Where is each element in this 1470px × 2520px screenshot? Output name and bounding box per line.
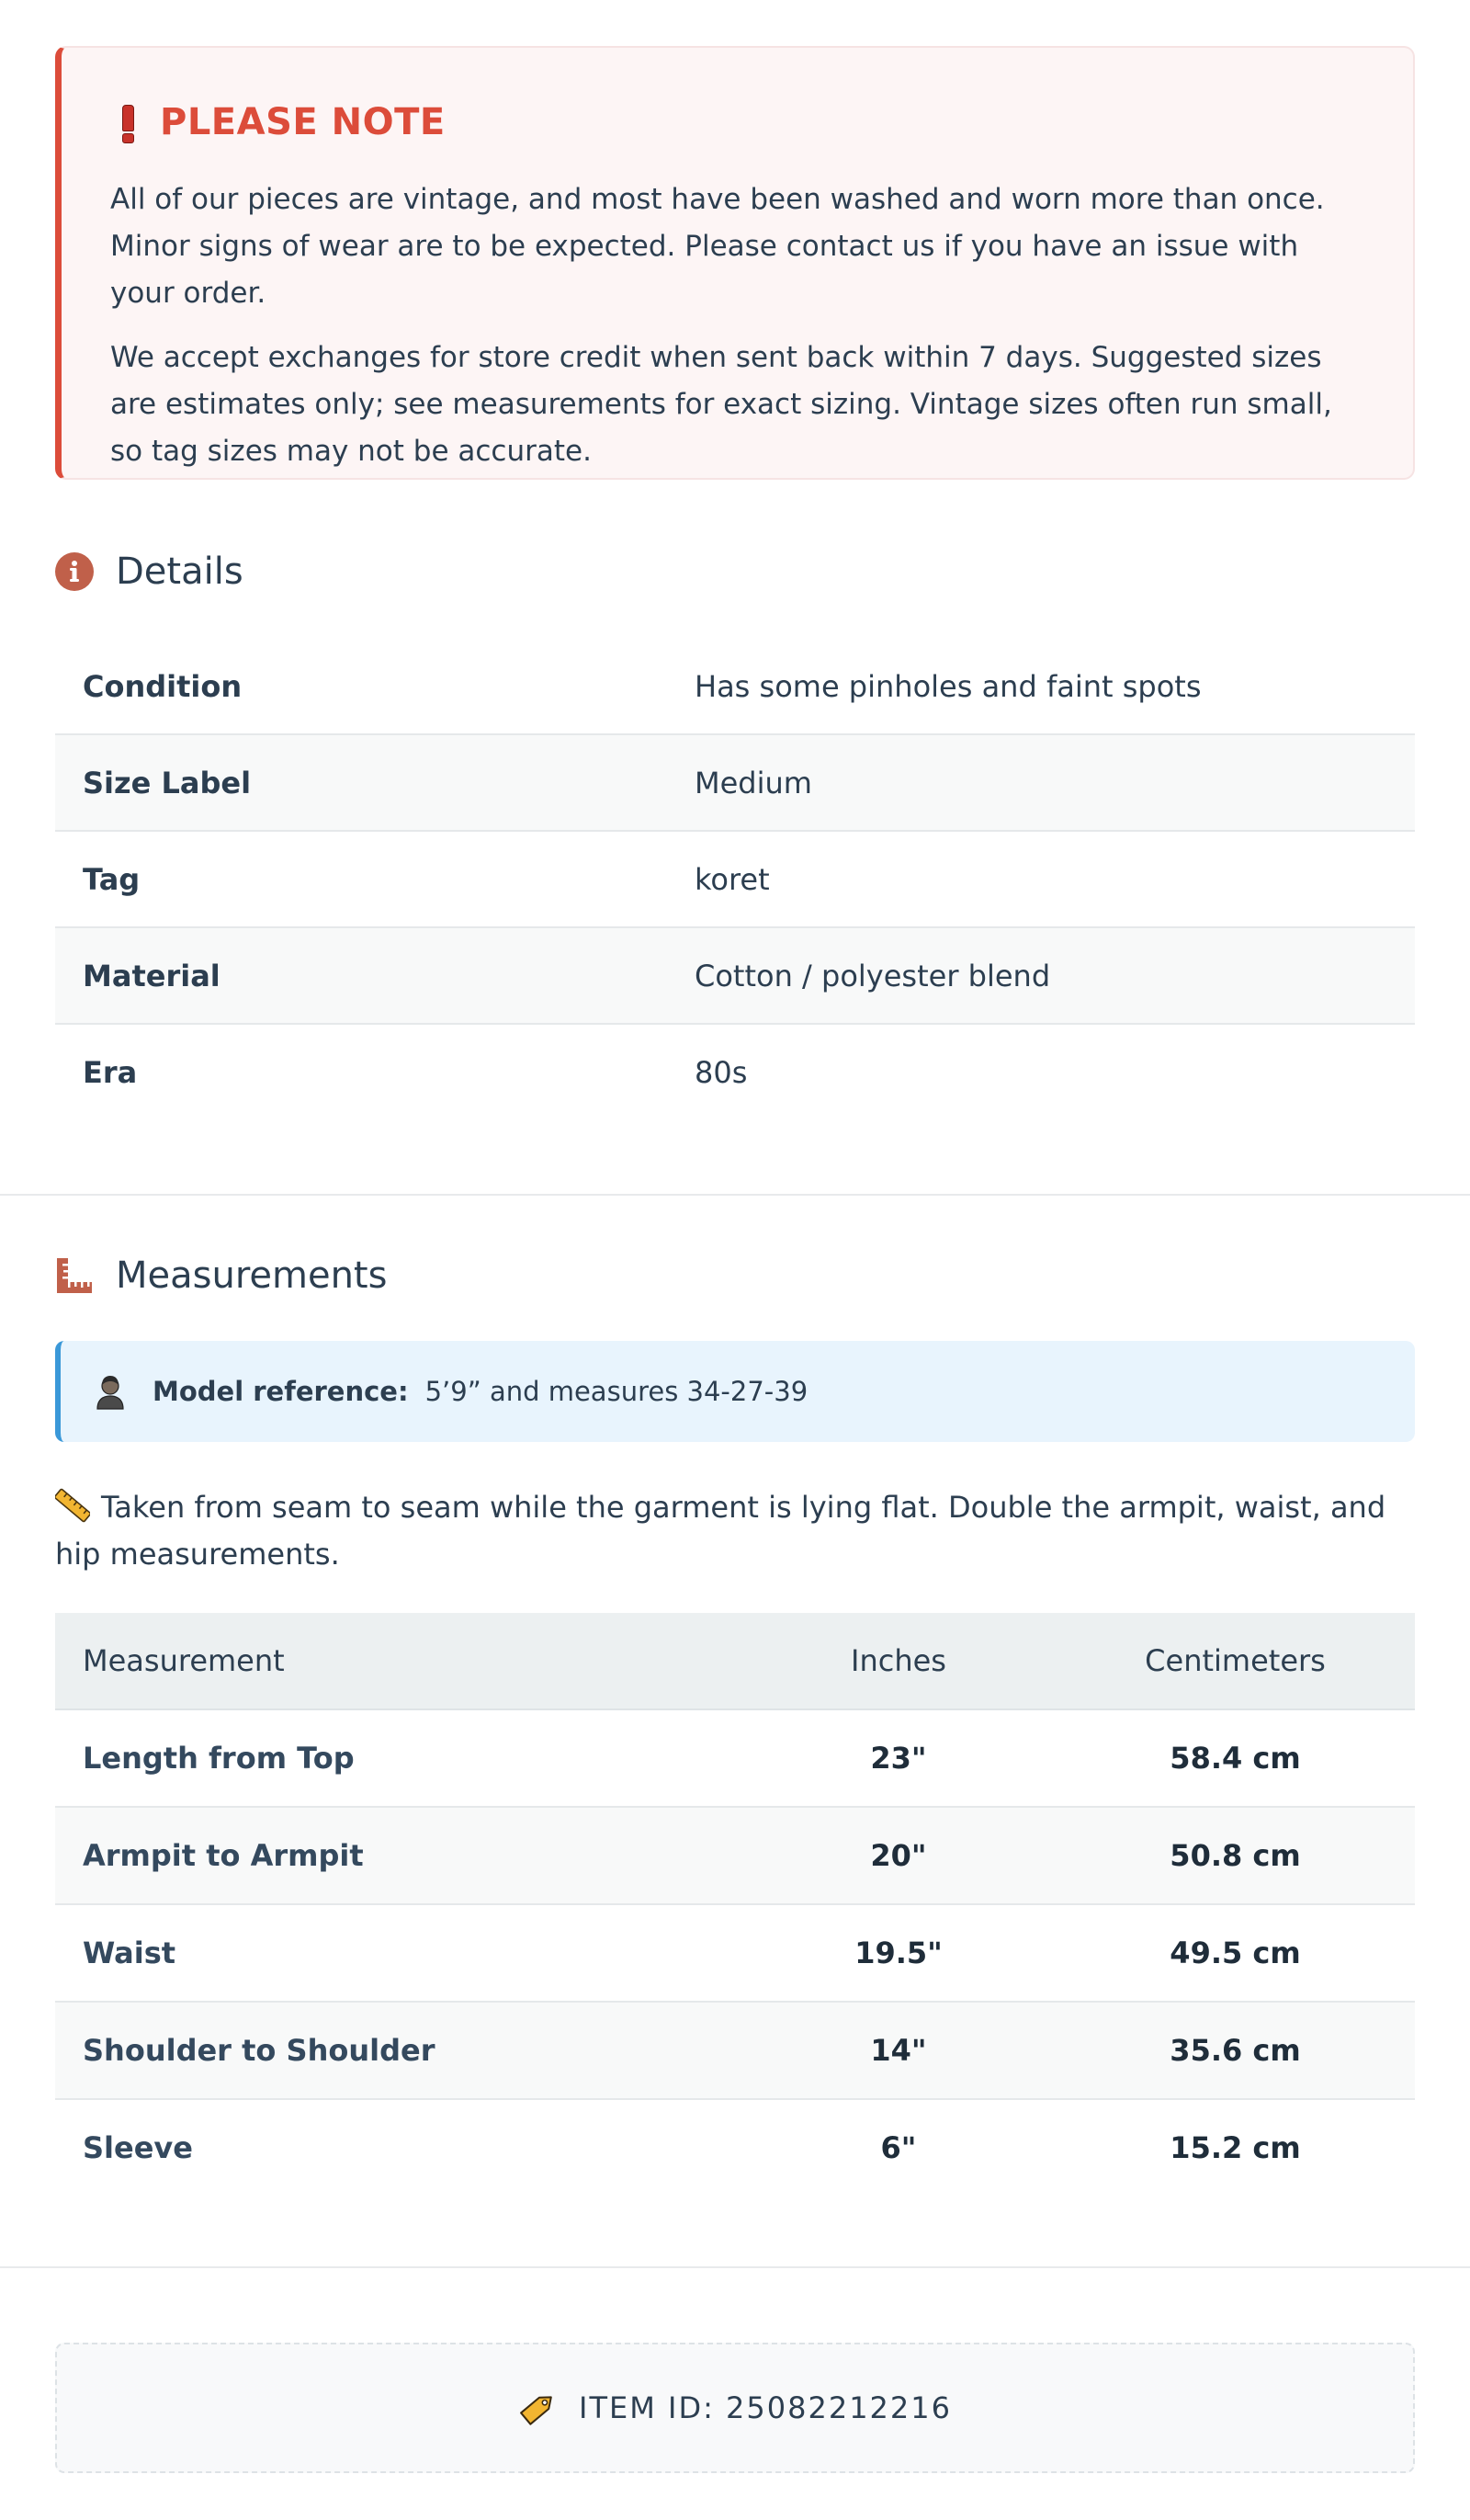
measurements-table-container (55, 1613, 1415, 2196)
table-row (55, 2002, 1415, 2099)
detail-value: koret (667, 831, 1415, 927)
measurement-note-text: Taken from seam to seam while the garment is lying flat. Double the armpit, waist, and hip measurements. (55, 1490, 1386, 1572)
measurement-name: Armpit to Armpit (55, 1807, 741, 1904)
notice-paragraph-1: All of our pieces are vintage, and most have been washed and worn more than once. Minor signs of wear are to be expected. Please contact us if you have an issue with your order. (110, 183, 1325, 310)
measurement-inches: 19.5" (741, 1904, 1056, 2002)
measurement-inches: 20" (741, 1807, 1056, 1904)
table-row (55, 734, 1415, 831)
person-icon (92, 1373, 129, 1410)
measurement-cm: 50.8 cm (1056, 1807, 1415, 1904)
model-reference-box (55, 1341, 1415, 1442)
column-header-inches: Inches (741, 1613, 1056, 1709)
table-row (55, 927, 1415, 1024)
info-icon (55, 552, 94, 591)
measurement-cm: 58.4 cm (1056, 1709, 1415, 1807)
measurement-cm: 49.5 cm (1056, 1904, 1415, 2002)
notice-header (110, 101, 1367, 143)
measurements-table (55, 1613, 1415, 2196)
measurement-name: Length from Top (55, 1709, 741, 1807)
measurement-inches: 14" (741, 2002, 1056, 2099)
pencil-ruler-icon (55, 1488, 90, 1523)
table-header-row (55, 1613, 1415, 1709)
section-divider (0, 1194, 1470, 1196)
detail-value: Medium (667, 734, 1415, 831)
measurement-name: Shoulder to Shoulder (55, 2002, 741, 2099)
column-header-centimeters: Centimeters (1056, 1613, 1415, 1709)
table-row (55, 1024, 1415, 1119)
detail-label: Era (83, 1054, 138, 1090)
model-reference-value: 5’9” and measures 34-27-39 (424, 1376, 808, 1407)
table-row (55, 831, 1415, 927)
item-id-label: ITEM ID: 25082212216 (579, 2390, 952, 2425)
detail-label: Material (55, 927, 667, 1024)
measurement-cm: 15.2 cm (1170, 2130, 1301, 2165)
column-header-measurement: Measurement (55, 1613, 741, 1709)
details-title: Details (116, 551, 243, 593)
detail-label: Tag (55, 831, 667, 927)
please-note-box (55, 46, 1415, 480)
tag-icon (518, 2388, 559, 2428)
measurement-inches: 23" (741, 1709, 1056, 1807)
detail-value: 80s (695, 1054, 748, 1090)
section-divider (0, 2266, 1470, 2268)
detail-value: Cotton / polyester blend (667, 927, 1415, 1024)
table-row (55, 639, 1415, 734)
details-table (55, 639, 1415, 1119)
ruler-icon (55, 1256, 94, 1295)
detail-label: Condition (55, 639, 667, 734)
table-row (55, 1807, 1415, 1904)
model-reference-label: Model reference: (153, 1376, 409, 1407)
measurements-title: Measurements (116, 1254, 388, 1297)
measurement-name: Waist (55, 1904, 741, 2002)
notice-title: PLEASE NOTE (160, 101, 446, 143)
table-row (55, 1904, 1415, 2002)
measurement-inches: 6" (880, 2130, 917, 2165)
exclamation-icon (110, 101, 147, 143)
item-id-box (55, 2343, 1415, 2473)
detail-value: Has some pinholes and faint spots (667, 639, 1415, 734)
measurement-cm: 35.6 cm (1056, 2002, 1415, 2099)
measurement-name: Sleeve (83, 2130, 193, 2165)
table-row (55, 2099, 1415, 2196)
details-header (55, 544, 1415, 599)
notice-paragraph-2: We accept exchanges for store credit when sent back within 7 days. Suggested sizes are estimates only; see measurements for exact sizing. Vintage sizes often run small, so tag sizes may not be accurate. (110, 341, 1332, 468)
details-table-container (55, 639, 1415, 1119)
detail-label: Size Label (55, 734, 667, 831)
table-row (55, 1709, 1415, 1807)
measurement-note (55, 1484, 1415, 1578)
measurements-header (55, 1248, 1415, 1303)
